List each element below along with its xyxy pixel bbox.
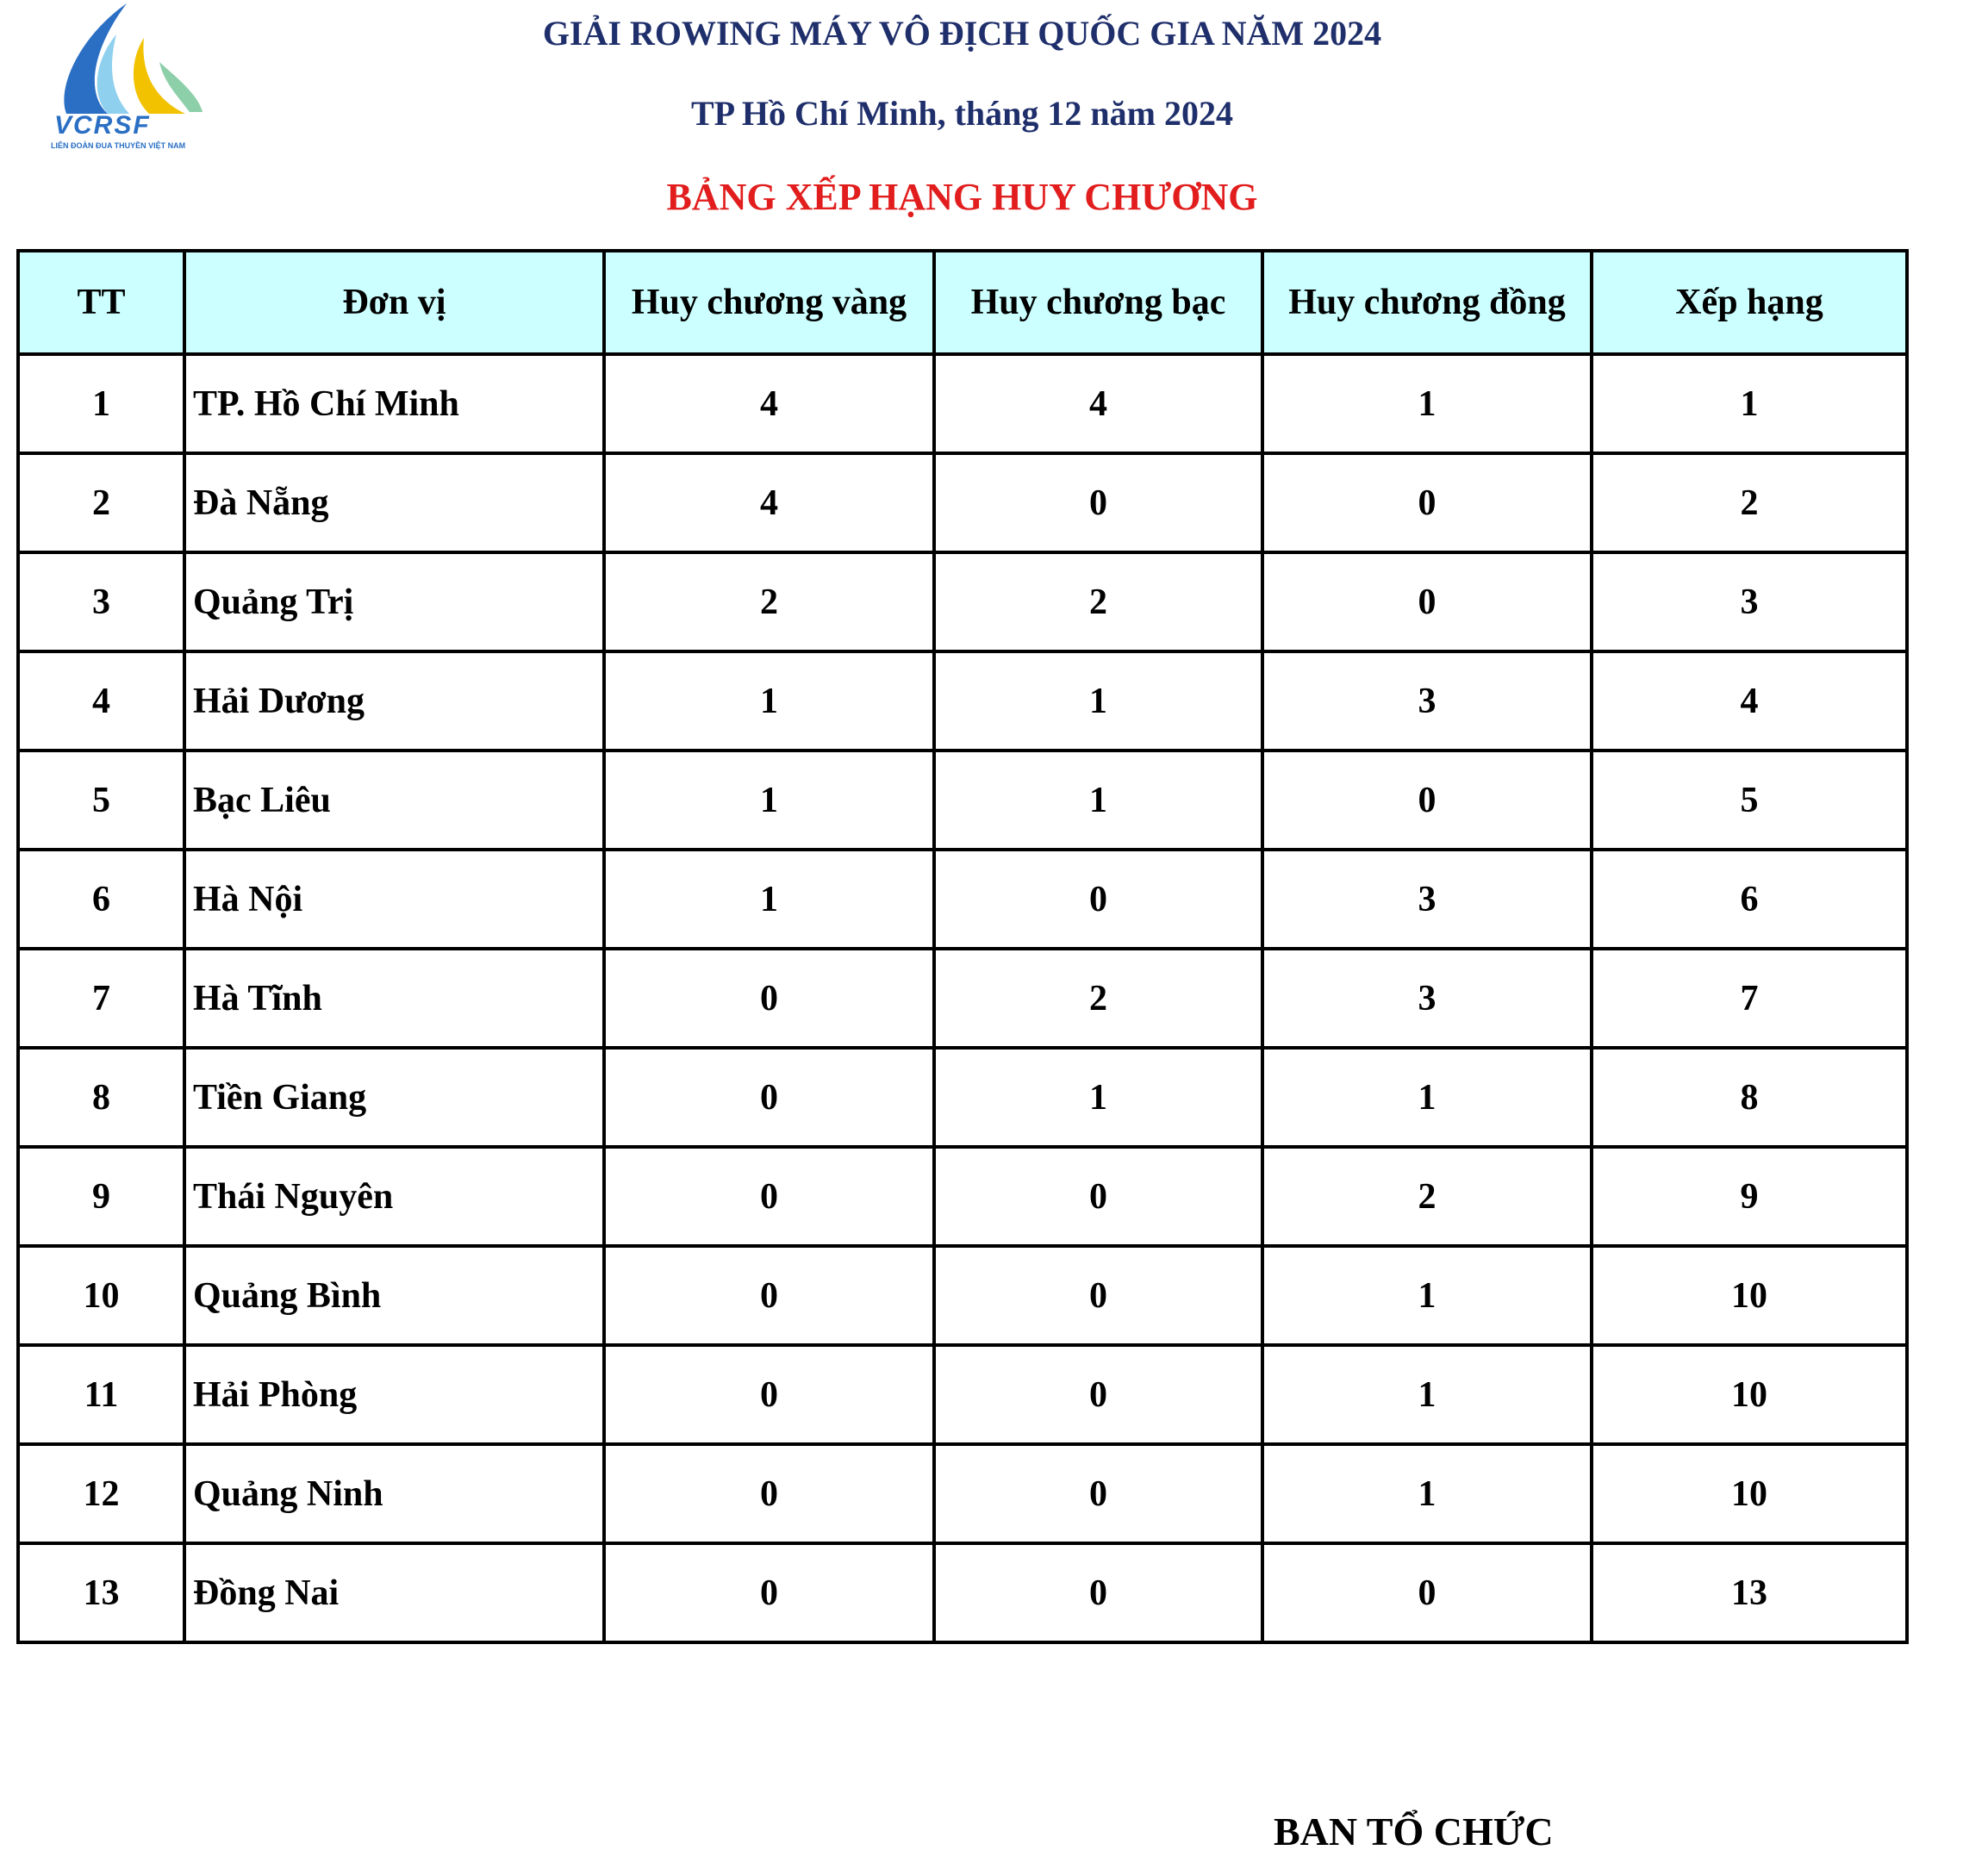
cell-bronze: 0: [1262, 552, 1592, 651]
cell-rank: 10: [1592, 1444, 1907, 1543]
cell-bronze: 1: [1262, 1048, 1592, 1147]
cell-unit: Hà Tĩnh: [184, 949, 604, 1048]
cell-tt: 12: [18, 1444, 184, 1543]
cell-rank: 5: [1592, 751, 1907, 850]
cell-bronze: 1: [1262, 354, 1592, 453]
cell-silver: 0: [934, 850, 1262, 949]
cell-tt: 9: [18, 1147, 184, 1246]
cell-tt: 13: [18, 1543, 184, 1642]
cell-silver: 1: [934, 751, 1262, 850]
cell-tt: 1: [18, 354, 184, 453]
cell-rank: 4: [1592, 651, 1907, 751]
cell-gold: 0: [604, 1048, 934, 1147]
table-row: [18, 453, 1907, 552]
cell-silver: 0: [934, 1246, 1262, 1345]
cell-bronze: 0: [1262, 751, 1592, 850]
cell-bronze: 0: [1262, 453, 1592, 552]
organizer-signature: BAN TỔ CHỨC: [1274, 1810, 1554, 1853]
cell-unit: Hải Phòng: [184, 1345, 604, 1444]
cell-gold: 1: [604, 850, 934, 949]
cell-unit: Đồng Nai: [184, 1543, 604, 1642]
cell-unit: Tiền Giang: [184, 1048, 604, 1147]
cell-unit: Hải Dương: [184, 651, 604, 751]
cell-silver: 0: [934, 1147, 1262, 1246]
cell-silver: 0: [934, 1345, 1262, 1444]
table-row: [18, 1048, 1907, 1147]
cell-tt: 3: [18, 552, 184, 651]
cell-silver: 1: [934, 1048, 1262, 1147]
cell-tt: 2: [18, 453, 184, 552]
cell-rank: 13: [1592, 1543, 1907, 1642]
cell-gold: 0: [604, 1246, 934, 1345]
cell-bronze: 1: [1262, 1246, 1592, 1345]
column-header-bronze: Huy chương đồng: [1262, 251, 1592, 354]
table-row: [18, 949, 1907, 1048]
cell-rank: 10: [1592, 1345, 1907, 1444]
cell-bronze: 3: [1262, 651, 1592, 751]
cell-gold: 0: [604, 949, 934, 1048]
page-title: GIẢI ROWING MÁY VÔ ĐỊCH QUỐC GIA NĂM 2024: [542, 14, 1382, 53]
table-row: [18, 1444, 1907, 1543]
table-row: [18, 354, 1907, 453]
table-row: [18, 651, 1907, 751]
cell-silver: 0: [934, 1543, 1262, 1642]
logo-text: VCRSF: [54, 111, 151, 140]
table-row: [18, 1147, 1907, 1246]
cell-gold: 0: [604, 1444, 934, 1543]
cell-gold: 4: [604, 354, 934, 453]
cell-rank: 9: [1592, 1147, 1907, 1246]
table-row: [18, 1345, 1907, 1444]
cell-silver: 0: [934, 453, 1262, 552]
table-row: [18, 751, 1907, 850]
cell-unit: Hà Nội: [184, 850, 604, 949]
cell-unit: Quảng Bình: [184, 1246, 604, 1345]
cell-gold: 1: [604, 751, 934, 850]
cell-gold: 0: [604, 1543, 934, 1642]
cell-silver: 1: [934, 651, 1262, 751]
cell-rank: 1: [1592, 354, 1907, 453]
cell-tt: 5: [18, 751, 184, 850]
table-header-row: [18, 251, 1907, 354]
table-title: BẢNG XẾP HẠNG HUY CHƯƠNG: [666, 176, 1258, 218]
cell-silver: 2: [934, 949, 1262, 1048]
cell-unit: Đà Nẵng: [184, 453, 604, 552]
table-row: [18, 1246, 1907, 1345]
cell-silver: 4: [934, 354, 1262, 453]
cell-tt: 4: [18, 651, 184, 751]
cell-tt: 11: [18, 1345, 184, 1444]
column-header-silver: Huy chương bạc: [934, 251, 1262, 354]
logo-subtext: LIÊN ĐOÀN ĐUA THUYỀN VIỆT NAM: [51, 141, 186, 150]
cell-tt: 6: [18, 850, 184, 949]
cell-silver: 2: [934, 552, 1262, 651]
cell-unit: Thái Nguyên: [184, 1147, 604, 1246]
cell-tt: 10: [18, 1246, 184, 1345]
cell-gold: 4: [604, 453, 934, 552]
cell-bronze: 2: [1262, 1147, 1592, 1246]
cell-unit: TP. Hồ Chí Minh: [184, 354, 604, 453]
cell-gold: 0: [604, 1147, 934, 1246]
cell-silver: 0: [934, 1444, 1262, 1543]
cell-bronze: 3: [1262, 850, 1592, 949]
cell-gold: 0: [604, 1345, 934, 1444]
column-header-rank: Xếp hạng: [1592, 251, 1907, 354]
table-row: [18, 850, 1907, 949]
cell-rank: 7: [1592, 949, 1907, 1048]
cell-rank: 3: [1592, 552, 1907, 651]
cell-rank: 2: [1592, 453, 1907, 552]
column-header-unit: Đơn vị: [184, 251, 604, 354]
cell-rank: 10: [1592, 1246, 1907, 1345]
cell-tt: 7: [18, 949, 184, 1048]
cell-bronze: 1: [1262, 1345, 1592, 1444]
column-header-gold: Huy chương vàng: [604, 251, 934, 354]
cell-rank: 8: [1592, 1048, 1907, 1147]
cell-gold: 1: [604, 651, 934, 751]
cell-bronze: 3: [1262, 949, 1592, 1048]
cell-bronze: 1: [1262, 1444, 1592, 1543]
medal-table: [16, 249, 1909, 1644]
cell-tt: 8: [18, 1048, 184, 1147]
cell-unit: Bạc Liêu: [184, 751, 604, 850]
page-subtitle: TP Hồ Chí Minh, tháng 12 năm 2024: [690, 94, 1233, 133]
cell-bronze: 0: [1262, 1543, 1592, 1642]
table-row: [18, 1543, 1907, 1642]
cell-unit: Quảng Trị: [184, 552, 604, 651]
cell-unit: Quảng Ninh: [184, 1444, 604, 1543]
table-row: [18, 552, 1907, 651]
column-header-tt: TT: [18, 251, 184, 354]
cell-rank: 6: [1592, 850, 1907, 949]
cell-gold: 2: [604, 552, 934, 651]
